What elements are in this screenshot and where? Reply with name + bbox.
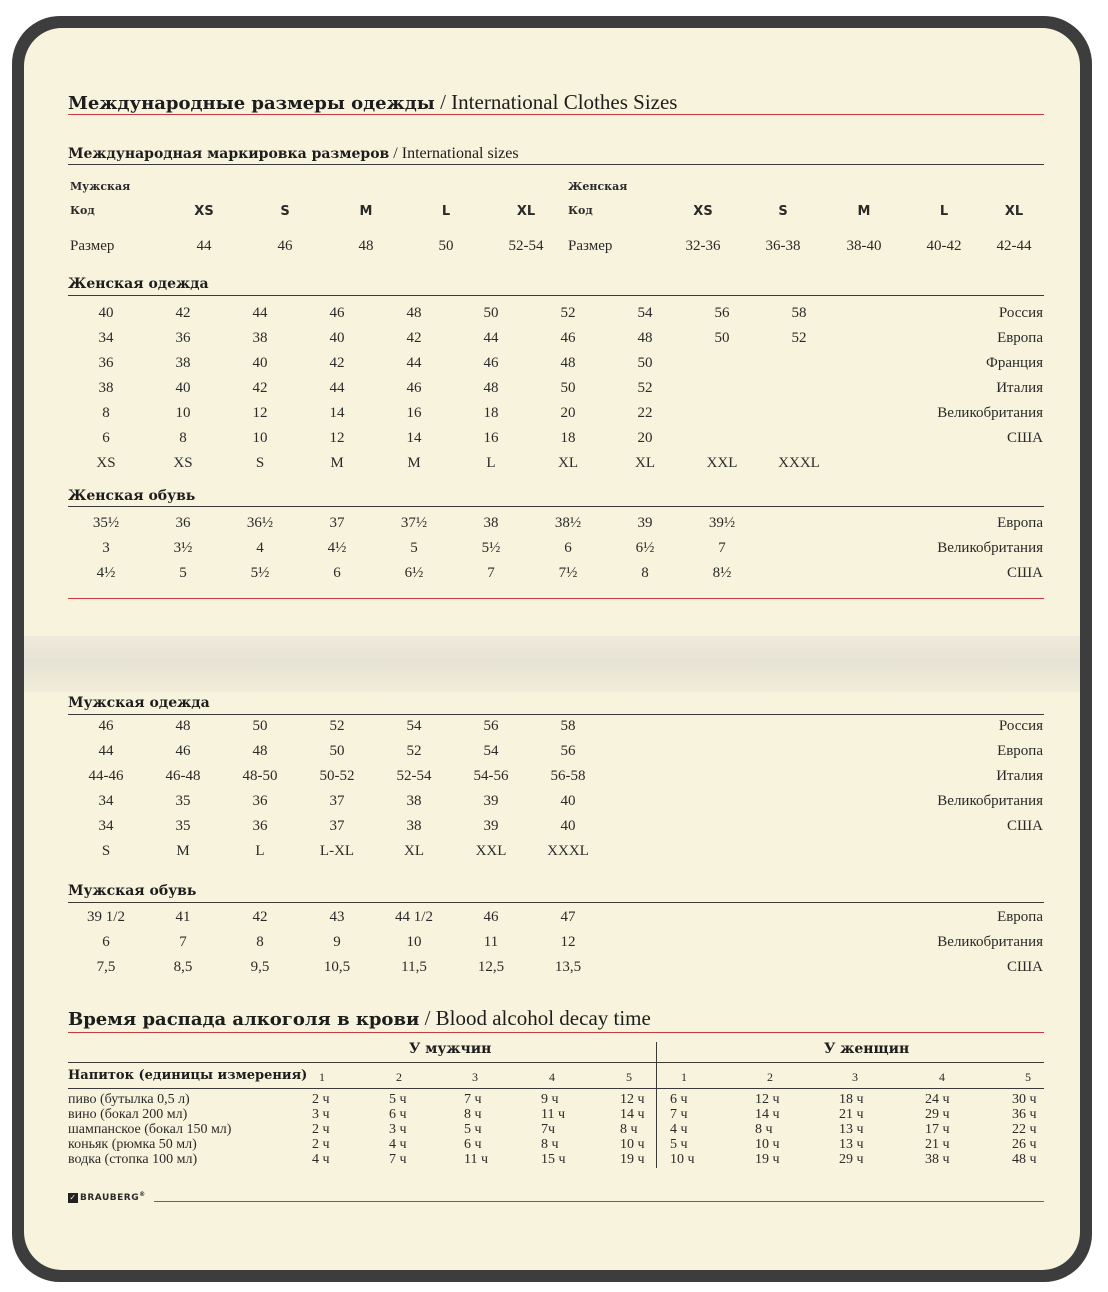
size-cell: S xyxy=(255,455,265,471)
size-cell: XS xyxy=(96,455,116,471)
size-cell: 50 xyxy=(329,743,345,759)
brand-rule xyxy=(154,1201,1044,1202)
women-time: 24 ч xyxy=(925,1092,950,1107)
size-cell: 38 xyxy=(483,515,499,531)
size-cell: XXXL xyxy=(778,455,820,471)
size-cell: 48-50 xyxy=(242,768,278,784)
size-cell: 8,5 xyxy=(173,959,193,975)
size-cell: 9 xyxy=(333,934,341,950)
size-cell: 14 xyxy=(406,430,422,446)
size-cell: 38½ xyxy=(554,515,582,531)
country-label: Италия xyxy=(996,380,1043,396)
men-time: 4 ч xyxy=(389,1137,407,1152)
size-cell: 34 xyxy=(98,818,114,834)
alcohol-units-rule xyxy=(68,1088,1044,1089)
men-code: S xyxy=(280,204,290,219)
size-cell: 7½ xyxy=(558,565,578,581)
size-cell: 3½ xyxy=(173,540,193,556)
men-time: 10 ч xyxy=(620,1137,645,1152)
women-size: 36-38 xyxy=(765,238,801,254)
women-time: 18 ч xyxy=(839,1092,864,1107)
size-cell: L xyxy=(486,455,496,471)
drink-name: коньяк (рюмка 50 мл) xyxy=(68,1137,197,1152)
page-title: Международные размеры одежды / International Clothes Sizes xyxy=(68,90,678,114)
men-time: 11 ч xyxy=(541,1107,566,1122)
size-cell: 7,5 xyxy=(96,959,116,975)
size-cell: 35 xyxy=(175,818,191,834)
size-cell: 46 xyxy=(406,380,422,396)
size-cell: 56-58 xyxy=(550,768,586,784)
men-time: 4 ч xyxy=(312,1152,330,1167)
men-time: 14 ч xyxy=(620,1107,645,1122)
women-size: 38-40 xyxy=(846,238,882,254)
women-size-label: Размер xyxy=(568,238,613,254)
size-cell: 38 xyxy=(406,818,422,834)
men-time: 7 ч xyxy=(389,1152,407,1167)
women-time: 12 ч xyxy=(755,1092,780,1107)
women-time: 8 ч xyxy=(755,1122,773,1137)
size-cell: 10,5 xyxy=(323,959,351,975)
size-cell: 56 xyxy=(714,305,730,321)
country-label: Италия xyxy=(996,768,1043,784)
size-cell: M xyxy=(330,455,344,471)
men-time: 6 ч xyxy=(389,1107,407,1122)
size-cell: 58 xyxy=(560,718,576,734)
size-cell: 40 xyxy=(329,330,345,346)
women-size: 42-44 xyxy=(996,238,1032,254)
women-group-label: У женщин xyxy=(824,1041,910,1057)
size-cell: 46 xyxy=(483,355,499,371)
men-unit-header: 4 xyxy=(549,1070,555,1084)
men-code: XS xyxy=(194,204,214,219)
size-cell: 39 xyxy=(637,515,653,531)
country-label: Европа xyxy=(997,909,1043,925)
size-cell: 48 xyxy=(406,305,422,321)
size-cell: 35½ xyxy=(92,515,120,531)
country-label: США xyxy=(1007,959,1043,975)
women-time: 19 ч xyxy=(755,1152,780,1167)
size-cell: 36 xyxy=(98,355,114,371)
women-time: 22 ч xyxy=(1012,1122,1037,1137)
women-time: 21 ч xyxy=(839,1107,864,1122)
women-time: 10 ч xyxy=(670,1152,695,1167)
size-cell: 40 xyxy=(560,793,576,809)
drink-header: Напиток (единицы измерения) xyxy=(68,1068,308,1083)
men-shoes-title: Мужская обувь xyxy=(68,883,197,899)
men-unit-header: 1 xyxy=(319,1070,325,1084)
size-cell: 6½ xyxy=(635,540,655,556)
women-time: 6 ч xyxy=(670,1092,688,1107)
men-time: 3 ч xyxy=(312,1107,330,1122)
size-cell: 20 xyxy=(637,430,653,446)
intl-rule xyxy=(68,164,1044,165)
size-cell: XXL xyxy=(475,843,507,859)
men-code: XL xyxy=(516,204,536,219)
size-cell: 5 xyxy=(410,540,418,556)
size-cell: 44 xyxy=(483,330,499,346)
size-cell: 39 xyxy=(483,793,499,809)
women-unit-header: 2 xyxy=(767,1070,773,1084)
country-label: Великобритания xyxy=(937,793,1043,809)
size-cell: 9,5 xyxy=(250,959,270,975)
size-cell: 54-56 xyxy=(473,768,509,784)
size-cell: 50 xyxy=(483,305,499,321)
size-cell: 10 xyxy=(252,430,268,446)
size-cell: XS xyxy=(173,455,193,471)
size-cell: 5 xyxy=(179,565,187,581)
size-cell: 18 xyxy=(483,405,499,421)
size-cell: 50 xyxy=(637,355,653,371)
size-cell: 48 xyxy=(560,355,576,371)
women-time: 10 ч xyxy=(755,1137,780,1152)
men-unit-header: 5 xyxy=(626,1070,632,1084)
women-clothes-title: Женская одежда xyxy=(68,276,209,292)
women-time: 26 ч xyxy=(1012,1137,1037,1152)
size-cell: 44-46 xyxy=(88,768,124,784)
women-time: 13 ч xyxy=(839,1122,864,1137)
men-unit-header: 3 xyxy=(472,1070,478,1084)
size-cell: 43 xyxy=(329,909,345,925)
men-time: 8 ч xyxy=(464,1107,482,1122)
intl-sizes-title: Международная маркировка размеров / International sizes xyxy=(68,145,519,162)
size-cell: 47 xyxy=(560,909,576,925)
size-cell: 12,5 xyxy=(477,959,505,975)
size-cell: 6 xyxy=(564,540,572,556)
size-cell: 8½ xyxy=(712,565,732,581)
size-cell: 8 xyxy=(256,934,264,950)
men-time: 7 ч xyxy=(464,1092,482,1107)
size-cell: 42 xyxy=(252,380,268,396)
size-cell: XXL xyxy=(706,455,738,471)
size-cell: 40 xyxy=(175,380,191,396)
men-time: 12 ч xyxy=(620,1092,645,1107)
size-cell: 42 xyxy=(329,355,345,371)
size-cell: XL xyxy=(404,843,424,859)
size-cell: 50 xyxy=(252,718,268,734)
country-label: США xyxy=(1007,430,1043,446)
men-code: M xyxy=(359,204,373,219)
country-label: Европа xyxy=(997,743,1043,759)
size-cell: 46 xyxy=(175,743,191,759)
size-cell: 7 xyxy=(179,934,187,950)
size-cell: 37½ xyxy=(400,515,428,531)
alcohol-header-rule xyxy=(68,1062,1044,1063)
size-cell: 36 xyxy=(252,793,268,809)
alcohol-title-rule xyxy=(68,1032,1044,1033)
country-label: Великобритания xyxy=(937,934,1043,950)
brand-logo: ✓ BRAUBERG® xyxy=(69,1191,146,1203)
men-time: 2 ч xyxy=(312,1122,330,1137)
size-cell: 46 xyxy=(98,718,114,734)
women-unit-header: 3 xyxy=(852,1070,858,1084)
women-label: Женская xyxy=(568,180,628,193)
size-cell: 4½ xyxy=(327,540,347,556)
country-label: США xyxy=(1007,818,1043,834)
size-cell: 46-48 xyxy=(165,768,201,784)
women-code-label: Код xyxy=(568,204,593,217)
size-cell: 52 xyxy=(406,743,422,759)
men-time: 2 ч xyxy=(312,1092,330,1107)
size-cell: L xyxy=(255,843,265,859)
size-cell: 36½ xyxy=(246,515,274,531)
men-size: 46 xyxy=(277,238,293,254)
women-unit-header: 1 xyxy=(681,1070,687,1084)
drink-name: шампанское (бокал 150 мл) xyxy=(68,1122,232,1137)
size-cell: 40 xyxy=(560,818,576,834)
title-rule xyxy=(68,114,1044,115)
size-cell: 56 xyxy=(483,718,499,734)
size-cell: 37 xyxy=(329,515,345,531)
size-cell: 44 1/2 xyxy=(395,909,433,925)
size-cell: 12 xyxy=(252,405,268,421)
size-cell: 40 xyxy=(252,355,268,371)
size-cell: 46 xyxy=(329,305,345,321)
size-cell: 52-54 xyxy=(396,768,432,784)
women-time: 4 ч xyxy=(670,1122,688,1137)
size-cell: S xyxy=(101,843,111,859)
size-cell: 39 xyxy=(483,818,499,834)
men-time: 7ч xyxy=(541,1122,556,1137)
country-label: Франция xyxy=(986,355,1043,371)
drink-name: водка (стопка 100 мл) xyxy=(68,1152,198,1167)
size-cell: 48 xyxy=(637,330,653,346)
women-time: 13 ч xyxy=(839,1137,864,1152)
men-time: 15 ч xyxy=(541,1152,566,1167)
size-cell: 34 xyxy=(98,330,114,346)
size-cell: 14 xyxy=(329,405,345,421)
size-cell: 52 xyxy=(791,330,807,346)
size-cell: 7 xyxy=(487,565,495,581)
size-cell: 39½ xyxy=(708,515,736,531)
women-code: XL xyxy=(1004,204,1024,219)
size-cell: 50 xyxy=(560,380,576,396)
men-size: 50 xyxy=(438,238,454,254)
country-label: Великобритания xyxy=(937,405,1043,421)
size-cell: 35 xyxy=(175,793,191,809)
men-code: L xyxy=(441,204,451,219)
size-cell: 16 xyxy=(483,430,499,446)
size-cell: 40 xyxy=(98,305,114,321)
size-cell: 11,5 xyxy=(401,959,427,975)
size-cell: M xyxy=(176,843,190,859)
country-label: США xyxy=(1007,565,1043,581)
women-shoes-rule xyxy=(68,506,1044,507)
size-cell: 54 xyxy=(483,743,499,759)
men-time: 5 ч xyxy=(389,1092,407,1107)
men-time: 8 ч xyxy=(541,1137,559,1152)
size-cell: 39 1/2 xyxy=(87,909,125,925)
size-cell: 52 xyxy=(637,380,653,396)
size-cell: 58 xyxy=(791,305,807,321)
size-cell: 12 xyxy=(329,430,345,446)
women-code: S xyxy=(778,204,788,219)
top-half-rule xyxy=(68,598,1044,599)
size-cell: 6 xyxy=(102,934,110,950)
alcohol-title: Время распада алкоголя в крови / Blood alcohol decay time xyxy=(68,1006,651,1030)
size-cell: 37 xyxy=(329,818,345,834)
men-women-divider xyxy=(656,1042,657,1168)
drink-name: пиво (бутылка 0,5 л) xyxy=(68,1092,190,1107)
country-label: Россия xyxy=(998,305,1043,321)
size-cell: 50-52 xyxy=(319,768,355,784)
size-cell: 4 xyxy=(256,540,264,556)
size-cell: M xyxy=(407,455,421,471)
country-label: Россия xyxy=(998,718,1043,734)
women-time: 48 ч xyxy=(1012,1152,1037,1167)
women-shoes-title: Женская обувь xyxy=(68,488,196,504)
size-cell: 56 xyxy=(560,743,576,759)
women-time: 14 ч xyxy=(755,1107,780,1122)
size-cell: 7 xyxy=(718,540,726,556)
men-group-label: У мужчин xyxy=(409,1041,492,1057)
women-size: 40-42 xyxy=(926,238,962,254)
size-cell: 5½ xyxy=(250,565,270,581)
women-code: M xyxy=(857,204,871,219)
men-size-label: Размер xyxy=(70,238,115,254)
women-code: XS xyxy=(693,204,713,219)
size-cell: 50 xyxy=(714,330,730,346)
size-cell: 36 xyxy=(252,818,268,834)
size-cell: 36 xyxy=(175,515,191,531)
women-time: 29 ч xyxy=(925,1107,950,1122)
women-time: 38 ч xyxy=(925,1152,950,1167)
size-cell: 46 xyxy=(483,909,499,925)
size-cell: 6 xyxy=(102,430,110,446)
men-label: Мужская xyxy=(70,180,131,193)
size-cell: XL xyxy=(558,455,578,471)
size-cell: 12 xyxy=(560,934,576,950)
brand-check-icon: ✓ xyxy=(69,1193,77,1202)
size-cell: 44 xyxy=(98,743,114,759)
men-size: 52-54 xyxy=(508,238,544,254)
men-shoes-rule xyxy=(68,902,1044,903)
size-cell: 54 xyxy=(637,305,653,321)
size-cell: 18 xyxy=(560,430,576,446)
men-time: 2 ч xyxy=(312,1137,330,1152)
men-size: 48 xyxy=(358,238,374,254)
size-cell: 42 xyxy=(252,909,268,925)
women-time: 7 ч xyxy=(670,1107,688,1122)
size-cell: 8 xyxy=(102,405,110,421)
size-cell: 6 xyxy=(333,565,341,581)
men-time: 6 ч xyxy=(464,1137,482,1152)
page-fold xyxy=(24,636,1080,692)
size-cell: 13,5 xyxy=(554,959,582,975)
size-cell: 44 xyxy=(329,380,345,396)
size-cell: 48 xyxy=(252,743,268,759)
notebook-page xyxy=(24,28,1080,1270)
size-cell: L-XL xyxy=(319,843,355,859)
women-time: 21 ч xyxy=(925,1137,950,1152)
size-cell: 8 xyxy=(179,430,187,446)
men-unit-header: 2 xyxy=(396,1070,402,1084)
men-code-label: Код xyxy=(70,204,95,217)
women-clothes-rule xyxy=(68,295,1044,296)
men-time: 8 ч xyxy=(620,1122,638,1137)
country-label: Европа xyxy=(997,515,1043,531)
size-cell: XL xyxy=(635,455,655,471)
women-size: 32-36 xyxy=(685,238,721,254)
size-cell: 8 xyxy=(641,565,649,581)
size-cell: 38 xyxy=(252,330,268,346)
size-cell: XXXL xyxy=(547,843,589,859)
size-cell: 41 xyxy=(175,909,191,925)
size-cell: 10 xyxy=(175,405,191,421)
men-size: 44 xyxy=(196,238,212,254)
size-cell: 10 xyxy=(406,934,422,950)
men-time: 11 ч xyxy=(464,1152,489,1167)
men-time: 5 ч xyxy=(464,1122,482,1137)
women-time: 29 ч xyxy=(839,1152,864,1167)
size-cell: 42 xyxy=(406,330,422,346)
size-cell: 52 xyxy=(329,718,345,734)
size-cell: 38 xyxy=(406,793,422,809)
size-cell: 48 xyxy=(175,718,191,734)
women-unit-header: 5 xyxy=(1025,1070,1031,1084)
men-clothes-rule xyxy=(68,714,1044,715)
size-cell: 5½ xyxy=(481,540,501,556)
men-clothes-title: Мужская одежда xyxy=(68,695,210,711)
country-label: Великобритания xyxy=(937,540,1043,556)
size-cell: 42 xyxy=(175,305,191,321)
size-cell: 16 xyxy=(406,405,422,421)
women-time: 5 ч xyxy=(670,1137,688,1152)
women-time: 36 ч xyxy=(1012,1107,1037,1122)
size-cell: 11 xyxy=(483,934,499,950)
women-unit-header: 4 xyxy=(939,1070,945,1084)
size-cell: 52 xyxy=(560,305,576,321)
size-cell: 44 xyxy=(252,305,268,321)
size-cell: 3 xyxy=(102,540,110,556)
size-cell: 38 xyxy=(175,355,191,371)
size-cell: 36 xyxy=(175,330,191,346)
women-code: L xyxy=(939,204,949,219)
drink-name: вино (бокал 200 мл) xyxy=(68,1107,188,1122)
size-cell: 34 xyxy=(98,793,114,809)
men-time: 19 ч xyxy=(620,1152,645,1167)
size-cell: 48 xyxy=(483,380,499,396)
size-cell: 38 xyxy=(98,380,114,396)
size-cell: 37 xyxy=(329,793,345,809)
country-label: Европа xyxy=(997,330,1043,346)
size-cell: 20 xyxy=(560,405,576,421)
size-cell: 46 xyxy=(560,330,576,346)
women-time: 30 ч xyxy=(1012,1092,1037,1107)
size-cell: 44 xyxy=(406,355,422,371)
size-cell: 6½ xyxy=(404,565,424,581)
men-time: 9 ч xyxy=(541,1092,559,1107)
size-cell: 22 xyxy=(637,405,653,421)
size-cell: 54 xyxy=(406,718,422,734)
women-time: 17 ч xyxy=(925,1122,950,1137)
men-time: 3 ч xyxy=(389,1122,407,1137)
size-cell: 4½ xyxy=(96,565,116,581)
